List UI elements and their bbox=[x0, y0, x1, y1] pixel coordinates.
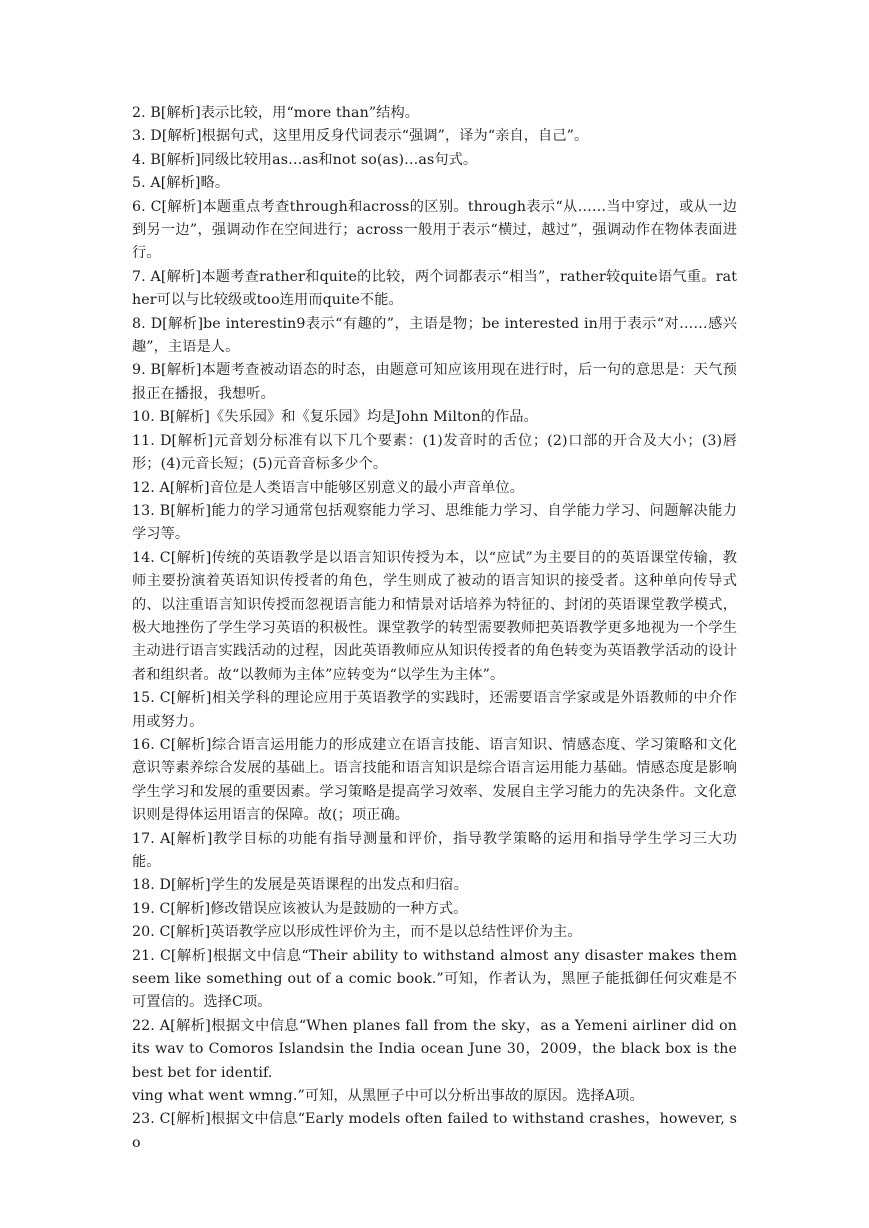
answer-15: 15. C[解析]相关学科的理论应用于英语教学的实践时，还需要语言学家或是外语教师的中介作用或努力。 bbox=[132, 690, 737, 730]
answer-3: 3. D[解析]根据句式，这里用反身代词表示“强调”，译为“亲自，自己”。 bbox=[132, 128, 589, 145]
answer-20: 20. C[解析]英语教学应以形成性评价为主，而不是以总结性评价为主。 bbox=[132, 924, 582, 941]
answer-19: 19. C[解析]修改错误应该被认为是鼓励的一种方式。 bbox=[132, 900, 468, 917]
answer-21: 21. C[解析]根据文中信息“Their ability to withstand almost any disaster makes them seem like something out of a comic book.”可知，作者认为，黑匣子能抵御任何灾难是不可置信的。选择C项。 bbox=[132, 947, 737, 1011]
answer-22-continued: ving what went wmng.”可知，从黑匣子中可以分析出事故的原因。选择A项。 bbox=[132, 1088, 644, 1105]
answer-9: 9. B[解析]本题考查被动语态的时态，由题意可知应该用现在进行时，后一句的意思是：天气预报正在播报，我想听。 bbox=[132, 362, 737, 402]
answer-23: 23. C[解析]根据文中信息“Early models often failed to withstand crashes，however, so bbox=[132, 1111, 737, 1151]
answer-14: 14. C[解析]传统的英语教学是以语言知识传授为本，以“应试”为主要目的的英语课堂传输，教师主要扮演着英语知识传授者的角色，学生则成了被动的语言知识的接受者。这种单向传导式的、以注重语言知识传授而忽视语言能力和情景对话培养为特征的、封闭的英语课堂教学模式，极大地挫伤了学生学习英语的积极性。课堂教学的转型需要教师把英语教学更多地视为一个学生主动进行语言实践活动的过程，因此英语教师应从知识传授者的角色转变为英语教学活动的设计者和组织者。故“以教师为主体”应转变为“以学生为主体”。 bbox=[132, 549, 737, 683]
answer-2: 2. B[解析]表示比较，用“more than”结构。 bbox=[132, 105, 420, 121]
answer-5: 5. A[解析]略。 bbox=[132, 175, 230, 192]
answer-10: 10. B[解析]《失乐园》和《复乐园》均是John Milton的作品。 bbox=[132, 409, 538, 426]
answer-13: 13. B[解析]能力的学习通常包括观察能力学习、思维能力学习、自学能力学习、问题解决能力学习等。 bbox=[132, 502, 737, 543]
answer-16: 16. C[解析]综合语言运用能力的形成建立在语言技能、语言知识、情感态度、学习策略和文化意识等素养综合发展的基础上。语言技能和语言知识是综合语言运用能力基础。情感态度是影响学生学习和发展的重要因素。学习策略是提高学习效率、发展自主学习能力的先决条件。文化意识则是得体运用语言的保障。故(；项正确。 bbox=[132, 736, 737, 824]
answer-4: 4. B[解析]同级比较用as…as和not so(as)…as句式。 bbox=[132, 151, 478, 168]
answer-11: 11. D[解析]元音划分标准有以下几个要素：(1)发音时的舌位；(2)口部的开合及大小；(3)唇形；(4)元音长短；(5)元音音标多少个。 bbox=[132, 432, 737, 473]
answer-8: 8. D[解析]be interestin9表示“有趣的”，主语是物；be interested in用于表示“对……感兴趣”，主语是人。 bbox=[132, 315, 737, 356]
answer-22: 22. A[解析]根据文中信息“When planes fall from the sky，as a Yemeni airliner did on its wav to Comoros Islandsin the India ocean June 30，2009，the black box is the best bet for identif. bbox=[132, 1017, 737, 1081]
answer-17: 17. A[解析]教学目标的功能有指导测量和评价，指导教学策略的运用和指导学生学习三大功能。 bbox=[132, 830, 737, 870]
answer-7: 7. A[解析]本题考查rather和quite的比较，两个词都表示“相当”，rather较quite语气重。rather可以与比较级或too连用而quite不能。 bbox=[132, 268, 737, 309]
answer-12: 12. A[解析]音位是人类语言中能够区别意义的最小声音单位。 bbox=[132, 479, 524, 496]
answer-6: 6. C[解析]本题重点考查through和across的区别。through表示“从……当中穿过，或从一边到另一边”，强调动作在空间进行；across一般用于表示“横过，越过”，强调动作在物体表面进行。 bbox=[132, 198, 737, 262]
answer-key-document bbox=[132, 102, 737, 1155]
answer-18: 18. D[解析]学生的发展是英语课程的出发点和归宿。 bbox=[132, 877, 468, 894]
